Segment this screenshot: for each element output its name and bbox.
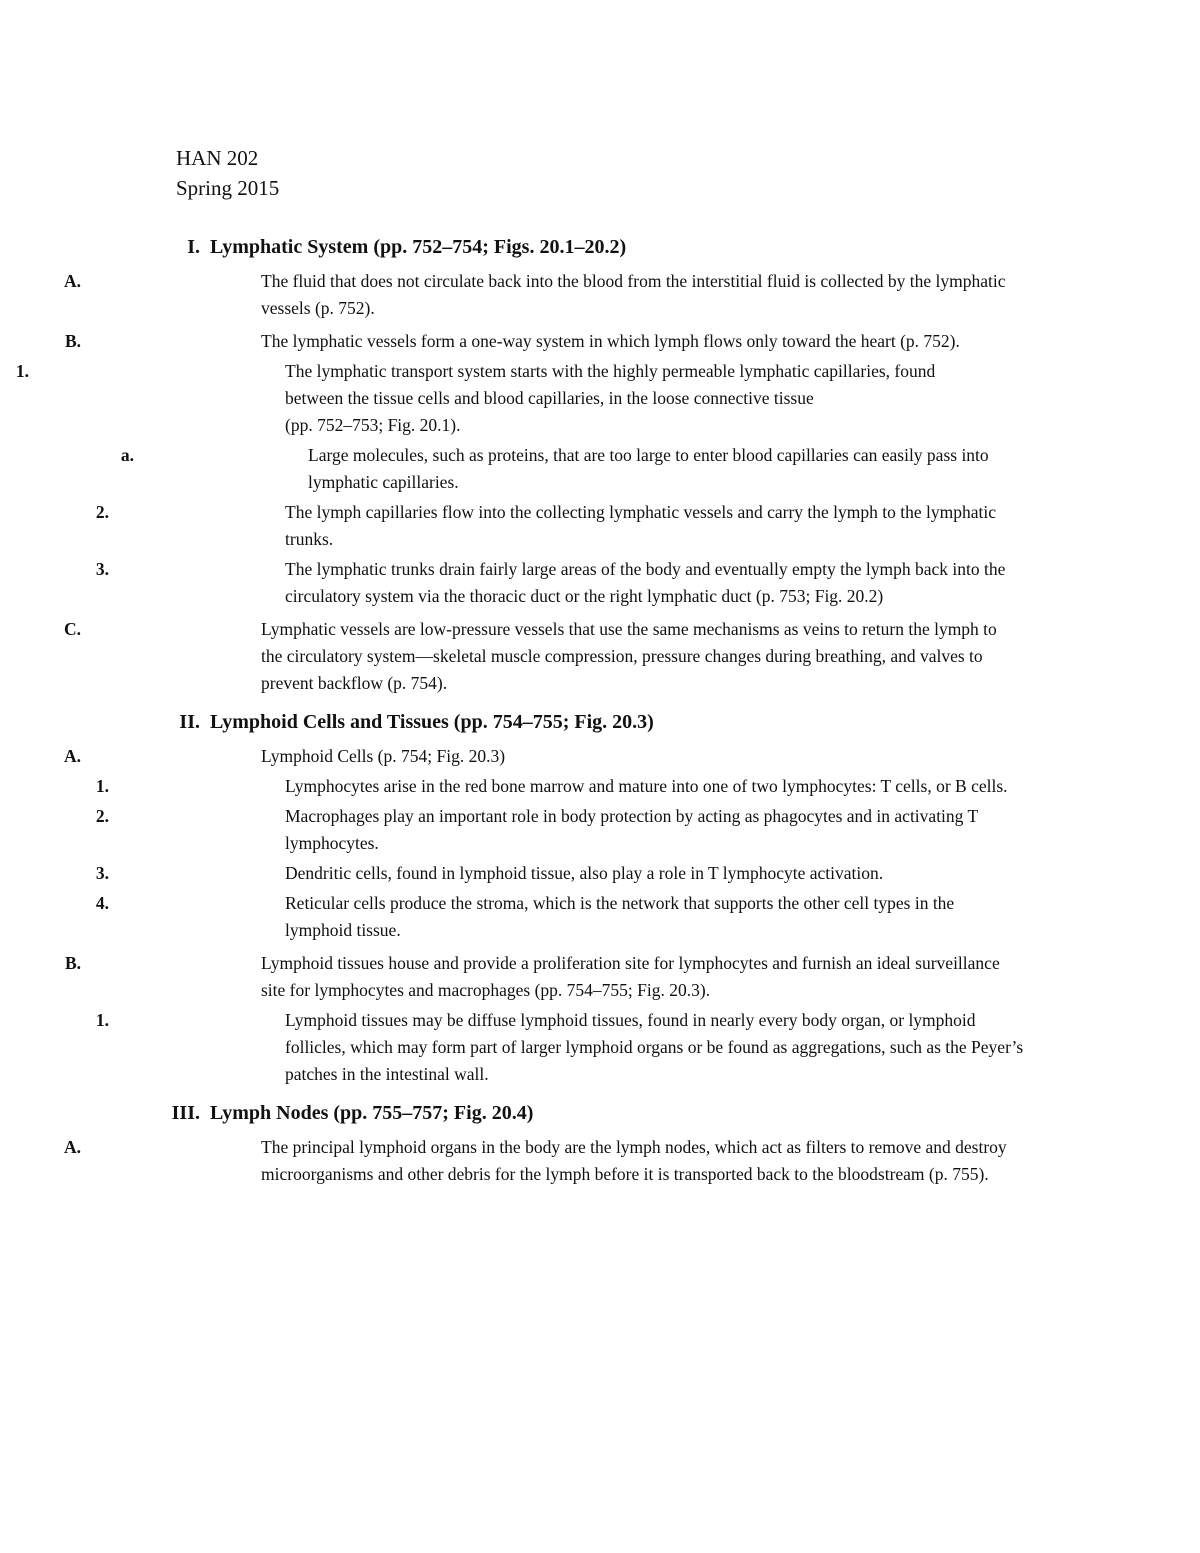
item-label: 2. [95,806,109,826]
outline-item [0,890,1025,944]
outline-item [0,803,1025,857]
item-label: a. [120,445,134,465]
outline [0,232,1200,1188]
outline-item [0,358,945,439]
item-text: The lymphatic transport system starts with the highly permeable lymphatic capillaries, found between the tissue cells and blood capillaries, in the loose connective tissue [285,361,936,408]
section-number: I. [187,236,200,258]
item-label: 3. [95,863,109,883]
item-text: Reticular cells produce the stroma, which is the network that supports the other cell types in the lymphoid tissue. [285,893,955,940]
section-title: Lymph Nodes (pp. 755–757; Fig. 20.4) [210,1102,534,1124]
outline-item [0,616,1021,697]
item-text: Lymphocytes arise in the red bone marrow and mature into one of two lymphocytes: T cells, or B cells. [285,776,1008,796]
section-title: Lymphatic System (pp. 752–754; Figs. 20.1–20.2) [210,236,627,258]
item-text: Lymphoid Cells (p. 754; Fig. 20.3) [261,746,506,766]
outline-item [0,773,1025,800]
item-label: 1. [95,776,109,796]
item-label: C. [63,619,81,639]
item-text: Lymphoid tissues house and provide a proliferation site for lymphocytes and furnish an ideal surveillance site for lymphocytes and macrophages (pp. 754–755; Fig. 20.3). [261,953,1000,1000]
item-text: Large molecules, such as proteins, that are too large to enter blood capillaries can easily pass into lymphatic capillaries. [308,445,989,492]
outline-item [0,556,1025,610]
item-text: The fluid that does not circulate back into the blood from the interstitial fluid is collected by the lymphatic vessels (p. 752). [261,271,1006,318]
item-text: Lymphatic vessels are low-pressure vessels that use the same mechanisms as veins to return the lymph to the circulatory system—skeletal muscle compression, pressure changes during breathing, and valves to prevent backflow (p. 754). [261,619,997,693]
outline-item [0,328,1021,355]
item-text: The lymphatic trunks drain fairly large areas of the body and eventually empty the lymph back into the circulatory system via the thoracic duct or the right lymphatic duct (p. 753; Fig. 20.2) [285,559,1006,606]
item-text: The principal lymphoid organs in the body are the lymph nodes, which act as filters to remove and destroy microorganisms and other debris for the lymph before it is transported back to the bloodstream (p. 755). [261,1137,1007,1184]
item-text: Lymphoid tissues may be diffuse lymphoid tissues, found in nearly every body organ, or lymphoid follicles, which may form part of larger lymphoid organs or be found as aggregations, such as the Peyer’s patches in the intestinal wall. [285,1010,1024,1084]
item-label: A. [63,1137,81,1157]
term: Spring 2015 [176,176,280,200]
outline-item [0,1134,1021,1188]
item-label: 3. [95,559,109,579]
section-number: II. [179,711,200,733]
outline-item [0,442,1028,496]
item-label: B. [64,953,81,973]
document-header [176,143,279,203]
item-label: B. [64,331,81,351]
outline-item [0,1007,1025,1088]
outline-item [0,950,1021,1004]
item-label: 1. [15,361,29,381]
item-text: The lymph capillaries flow into the collecting lymphatic vessels and carry the lymph to the lymphatic trunks. [285,502,996,549]
item-text: Macrophages play an important role in body protection by acting as phagocytes and in activating T lymphocytes. [285,806,978,853]
outline-item [0,499,1025,553]
outline-item [0,268,1021,322]
item-label: 2. [95,502,109,522]
item-text-continued: (pp. 752–753; Fig. 20.1). [285,415,461,435]
section-number: III. [171,1102,200,1124]
section-heading [0,707,1200,737]
outline-item [0,860,1025,887]
section-heading [0,1098,1200,1128]
course-code: HAN 202 [176,146,259,170]
item-text: Dendritic cells, found in lymphoid tissue, also play a role in T lymphocyte activation. [285,863,884,883]
item-label: A. [63,746,81,766]
section-heading [0,232,1200,262]
item-text: The lymphatic vessels form a one-way system in which lymph flows only toward the heart (p. 752). [261,331,960,351]
item-label: 1. [95,1010,109,1030]
outline-item [0,743,1021,770]
section-title: Lymphoid Cells and Tissues (pp. 754–755; Fig. 20.3) [210,711,654,733]
item-label: A. [63,271,81,291]
item-label: 4. [95,893,109,913]
